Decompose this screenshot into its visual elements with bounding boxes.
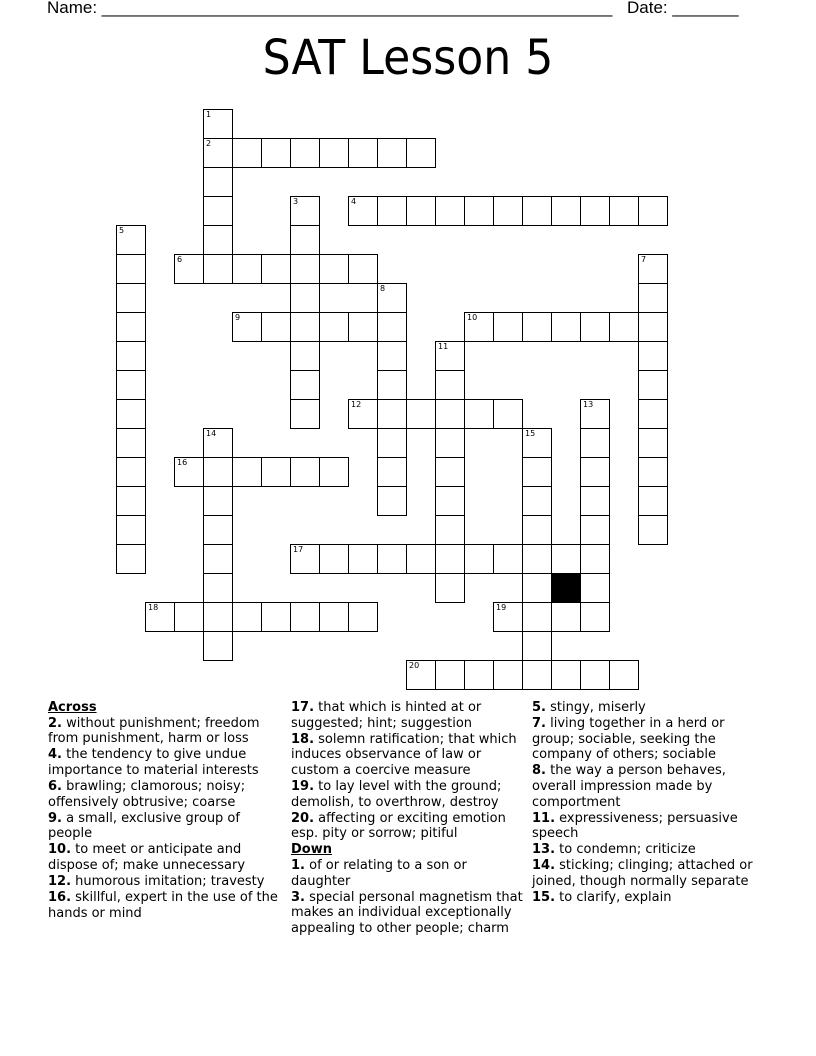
grid-cell[interactable] [116,544,146,574]
down-clue-list-continued [532,700,768,906]
down-clue [532,858,768,889]
grid-cell[interactable] [435,341,465,371]
down-clue-list [291,858,527,936]
grid-cell[interactable] [377,544,407,574]
clue-text: to lay level with the ground; demolish, to overthrow, destroy [291,778,502,810]
clue-number: 20 [409,661,420,670]
grid-cell[interactable] [261,138,291,168]
grid-cell[interactable] [203,486,233,516]
across-clue [48,716,284,747]
clue-number: 18 [148,603,159,612]
clue-num: 10. [48,842,72,858]
grid-cell[interactable] [580,457,610,487]
grid-cell[interactable] [435,457,465,487]
grid-cell[interactable] [261,254,291,284]
across-clue [291,779,527,810]
grid-cell[interactable] [580,515,610,545]
grid-cell[interactable] [203,515,233,545]
grid-cell[interactable] [377,312,407,342]
grid-cell[interactable] [319,254,349,284]
grid-cell[interactable] [493,312,523,342]
grid-cell[interactable] [348,254,378,284]
grid-cell[interactable] [174,457,204,487]
grid-cell[interactable] [464,544,494,574]
clue-number: 19 [496,603,507,612]
grid-cell[interactable] [116,312,146,342]
grid-cell[interactable] [638,457,668,487]
clue-num: 4. [48,747,62,763]
grid-cell[interactable] [580,428,610,458]
grid-cell[interactable] [377,283,407,313]
grid-cell[interactable] [522,486,552,516]
date-field-label: Date: _______ [627,0,739,17]
grid-cell[interactable] [116,428,146,458]
down-clue [532,842,768,858]
grid-cell[interactable] [232,138,262,168]
grid-cell[interactable] [580,573,610,603]
grid-cell[interactable] [116,283,146,313]
grid-cell[interactable] [580,660,610,690]
grid-cell[interactable] [522,515,552,545]
across-clue-list-continued [291,700,527,842]
grid-cell[interactable] [406,138,436,168]
clue-number: 11 [438,342,449,351]
grid-cell[interactable] [290,225,320,255]
grid-cell[interactable] [290,196,320,226]
grid-cell[interactable] [464,399,494,429]
grid-cell[interactable] [435,486,465,516]
grid-cell[interactable] [435,544,465,574]
grid-cell[interactable] [203,254,233,284]
grid-cell[interactable] [232,457,262,487]
grid-cell[interactable] [435,370,465,400]
grid-cell[interactable] [464,312,494,342]
clue-number: 3 [293,197,299,206]
grid-cell[interactable] [580,544,610,574]
grid-cell[interactable] [638,312,668,342]
grid-cell[interactable] [261,312,291,342]
grid-cell[interactable] [348,399,378,429]
grid-cell[interactable] [203,109,233,139]
grid-cell[interactable] [377,399,407,429]
grid-cell[interactable] [522,660,552,690]
grid-cell[interactable] [203,602,233,632]
grid-cell[interactable] [406,399,436,429]
grid-cell[interactable] [319,138,349,168]
grid-cell[interactable] [116,225,146,255]
grid-cell[interactable] [377,138,407,168]
across-clue [291,811,527,842]
clue-num: 17. [291,700,315,715]
grid-cell[interactable] [435,515,465,545]
grid-cell[interactable] [203,544,233,574]
clue-num: 3. [291,889,305,905]
grid-cell[interactable] [290,254,320,284]
grid-cell[interactable] [638,283,668,313]
down-clue [532,763,768,810]
grid-cell[interactable] [232,602,262,632]
clue-number: 13 [583,400,594,409]
grid-cell[interactable] [290,602,320,632]
clue-number: 8 [380,284,386,293]
across-clue [48,890,284,921]
clue-num: 1. [291,857,305,873]
grid-cell[interactable] [116,254,146,284]
clue-text: the way a person behaves, overall impression made by comportment [532,763,726,810]
clue-text: affecting or exciting emotion esp. pity or sorrow; pitiful [291,810,506,842]
grid-cell[interactable] [435,196,465,226]
grid-cell[interactable] [203,196,233,226]
grid-cell[interactable] [522,631,552,661]
grid-cell[interactable] [464,660,494,690]
grid-cell[interactable] [493,196,523,226]
grid-cell[interactable] [174,254,204,284]
clue-number: 16 [177,458,188,467]
grid-cell[interactable] [203,457,233,487]
grid-cell[interactable] [261,457,291,487]
grid-cell[interactable] [551,312,581,342]
grid-cell[interactable] [580,399,610,429]
grid-cell[interactable] [116,515,146,545]
grid-cell[interactable] [406,660,436,690]
clue-num: 14. [532,858,556,874]
clue-text: to clarify, explain [555,890,672,906]
grid-cell[interactable] [348,602,378,632]
grid-cell[interactable] [377,457,407,487]
grid-cell[interactable] [609,312,639,342]
grid-cell[interactable] [290,138,320,168]
grid-cell[interactable] [580,312,610,342]
grid-cell[interactable] [145,602,175,632]
grid-cell[interactable] [638,515,668,545]
grid-cell[interactable] [377,341,407,371]
clue-num: 8. [532,763,546,779]
grid-cell[interactable] [290,283,320,313]
grid-cell[interactable] [319,544,349,574]
grid-cell[interactable] [522,196,552,226]
down-clue [532,811,768,842]
clue-number: 15 [525,429,536,438]
grid-cell[interactable] [522,602,552,632]
grid-cell[interactable] [203,138,233,168]
clue-num: 6. [48,778,62,794]
grid-cell[interactable] [232,312,262,342]
grid-cell[interactable] [580,602,610,632]
grid-cell[interactable] [348,138,378,168]
grid-cell[interactable] [609,196,639,226]
clue-text: solemn ratification; that which induces observance of law or custom a coercive measure [291,731,517,778]
clue-num: 13. [532,842,556,858]
grid-cell[interactable] [609,660,639,690]
grid-cell[interactable] [290,312,320,342]
clue-text: sticking; clinging; attached or joined, though normally separate [532,858,753,890]
grid-cell[interactable] [319,312,349,342]
clue-num: 15. [532,890,556,906]
grid-cell[interactable] [116,341,146,371]
grid-cell[interactable] [435,399,465,429]
grid-cell[interactable] [116,370,146,400]
black-cell [551,573,581,603]
grid-cell[interactable] [290,457,320,487]
grid-cell[interactable] [522,312,552,342]
clue-number: 4 [351,197,357,206]
clue-text: brawling; clamorous; noisy; offensively obtrusive; coarse [48,778,246,810]
grid-cell[interactable] [377,428,407,458]
clue-num: 12. [48,874,72,890]
grid-cell[interactable] [203,631,233,661]
grid-cell[interactable] [435,573,465,603]
clue-num: 19. [291,778,315,794]
grid-cell[interactable] [638,370,668,400]
grid-cell[interactable] [435,660,465,690]
across-clue [48,747,284,778]
grid-cell[interactable] [638,428,668,458]
grid-cell[interactable] [522,428,552,458]
clue-text: the tendency to give undue importance to material interests [48,747,259,778]
down-clue [532,700,768,716]
grid-cell[interactable] [116,486,146,516]
down-clue [532,716,768,763]
clue-num: 7. [532,716,546,732]
grid-cell[interactable] [493,399,523,429]
clues-column-2 [291,700,527,937]
clue-text: humorous imitation; travesty [71,874,265,890]
across-heading: Across [48,700,97,715]
grid-cell[interactable] [203,573,233,603]
grid-cell[interactable] [638,254,668,284]
clue-text: stingy, miserly [545,700,646,715]
page-title: SAT Lesson 5 [262,30,554,86]
grid-cell[interactable] [319,457,349,487]
clue-number: 2 [206,139,212,148]
across-clue [48,779,284,810]
grid-cell[interactable] [551,660,581,690]
clue-number: 10 [467,313,478,322]
clue-num: 11. [532,810,556,826]
clue-num: 5. [532,700,546,715]
grid-cell[interactable] [522,544,552,574]
clue-text: without punishment; freedom from punishment, harm or loss [48,715,260,747]
grid-cell[interactable] [232,254,262,284]
grid-cell[interactable] [377,196,407,226]
clue-text: living together in a herd or group; sociable, seeking the company of others; sociable [532,716,725,763]
grid-cell[interactable] [116,457,146,487]
down-clue [291,858,527,889]
clue-number: 7 [641,255,647,264]
grid-cell[interactable] [116,399,146,429]
clue-text: skillful, expert in the use of the hands or mind [48,890,278,921]
clue-text: of or relating to a son or daughter [291,857,467,889]
across-clue [291,700,527,731]
clue-text: to condemn; criticize [555,842,696,858]
clue-num: 2. [48,715,62,731]
grid-cell[interactable] [435,428,465,458]
grid-cell[interactable] [493,602,523,632]
clue-number: 1 [206,110,212,119]
grid-cell[interactable] [493,660,523,690]
across-clue [48,874,284,890]
clue-number: 5 [119,226,125,235]
name-field-label: Name: ______________________________________________________ [47,0,613,17]
grid-cell[interactable] [464,196,494,226]
grid-cell[interactable] [290,544,320,574]
down-clue [532,890,768,906]
grid-cell[interactable] [638,486,668,516]
grid-cell[interactable] [638,341,668,371]
across-clue [48,842,284,873]
clue-num: 18. [291,731,315,747]
clue-text: to meet or anticipate and dispose of; make unnecessary [48,842,246,873]
grid-cell[interactable] [551,602,581,632]
clues-column-3 [532,700,768,906]
clues-column-1 [48,700,284,922]
grid-cell[interactable] [406,196,436,226]
clue-text: expressiveness; persuasive speech [532,810,738,842]
across-clue [48,811,284,842]
grid-cell[interactable] [377,370,407,400]
grid-cell[interactable] [638,399,668,429]
grid-cell[interactable] [406,544,436,574]
grid-cell[interactable] [203,167,233,197]
down-heading: Down [291,842,332,858]
grid-cell[interactable] [580,486,610,516]
grid-cell[interactable] [522,457,552,487]
clue-text: that which is hinted at or suggested; hint; suggestion [291,700,482,731]
clue-num: 20. [291,810,315,826]
clue-text: special personal magnetism that makes an individual exceptionally appealing to other people; charm [291,889,523,936]
grid-cell[interactable] [348,544,378,574]
clue-number: 12 [351,400,362,409]
grid-cell[interactable] [348,196,378,226]
grid-cell[interactable] [203,225,233,255]
clue-num: 16. [48,890,72,906]
grid-cell[interactable] [290,370,320,400]
grid-cell[interactable] [348,312,378,342]
grid-cell[interactable] [203,428,233,458]
grid-cell[interactable] [290,341,320,371]
clue-number: 9 [235,313,241,322]
clue-number: 17 [293,545,304,554]
grid-cell[interactable] [522,573,552,603]
clue-text: a small, exclusive group of people [48,810,240,842]
grid-cell[interactable] [261,602,291,632]
grid-cell[interactable] [638,196,668,226]
grid-cell[interactable] [377,486,407,516]
clue-num: 9. [48,810,62,826]
grid-cell[interactable] [580,196,610,226]
clue-number: 14 [206,429,217,438]
grid-cell[interactable] [174,602,204,632]
down-clue [291,890,527,937]
across-clue-list [48,716,284,922]
across-clue [291,732,527,779]
grid-cell[interactable] [551,544,581,574]
grid-cell[interactable] [493,544,523,574]
grid-cell[interactable] [551,196,581,226]
grid-cell[interactable] [290,399,320,429]
clue-number: 6 [177,255,183,264]
grid-cell[interactable] [319,602,349,632]
